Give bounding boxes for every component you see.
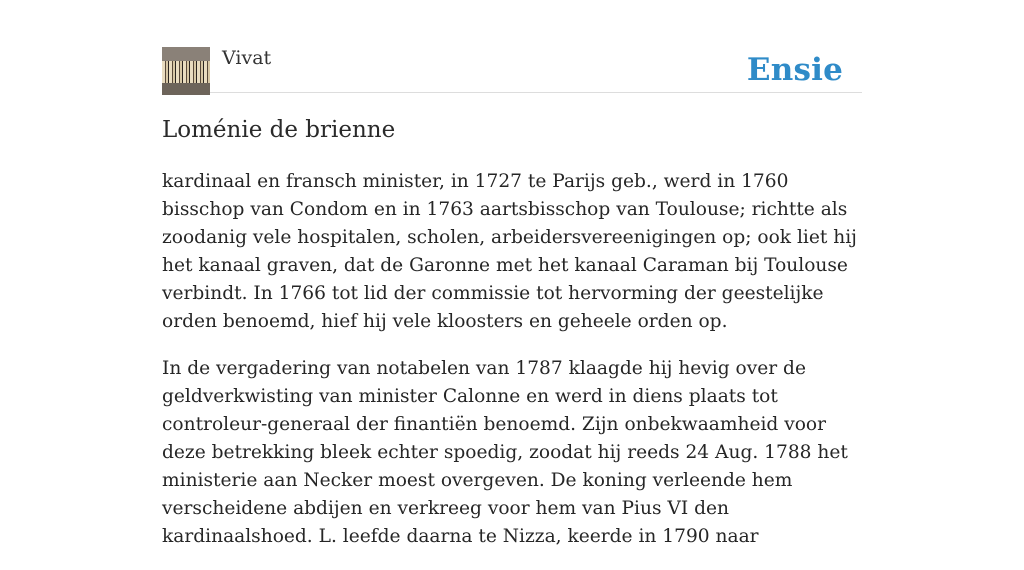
avatar-shelf [162,83,210,95]
author-avatar[interactable] [162,47,210,95]
article-paragraph: In de vergadering van notabelen van 1787 klaagde hij hevig over de geldverkwisting van minister Calonne en werd in diens plaats tot controleur-generaal der finantiën benoemd. Zijn onbekwaamheid voor deze betrekking bleek echter spoedig, zoodat hij reeds 24 Aug. 1788 het ministerie aan Necker moest overgeven. De koning verleende hem verscheidene abdijen en verkreeg voor hem van Pius VI den kardinaalshoed. L. leefde daarna te Nizza, keerde in 1790 naar [162,358,848,547]
author-name[interactable]: Vivat [222,47,272,69]
bookshelf-icon [162,61,210,83]
article-paragraph: kardinaal en fransch minister, in 1727 te Parijs geb., werd in 1760 bisschop van Condom en in 1763 aartsbisschop van Toulouse; richtte als zoodanig vele hospitalen, scholen, arbeidersvereenigingen op; ook liet hij het kanaal graven, dat de Garonne met het kanaal Caraman bij Toulouse verbindt. In 1766 tot lid der commissie tot hervorming der geestelijke orden benoemd, hief hij vele kloosters en geheele orden op. [162,171,857,332]
avatar-background [162,47,210,61]
brand-logo[interactable]: Ensie [746,52,843,88]
article-title: Loménie de brienne [162,117,396,143]
page [162,0,862,547]
article-body [162,168,862,570]
header [162,0,862,93]
